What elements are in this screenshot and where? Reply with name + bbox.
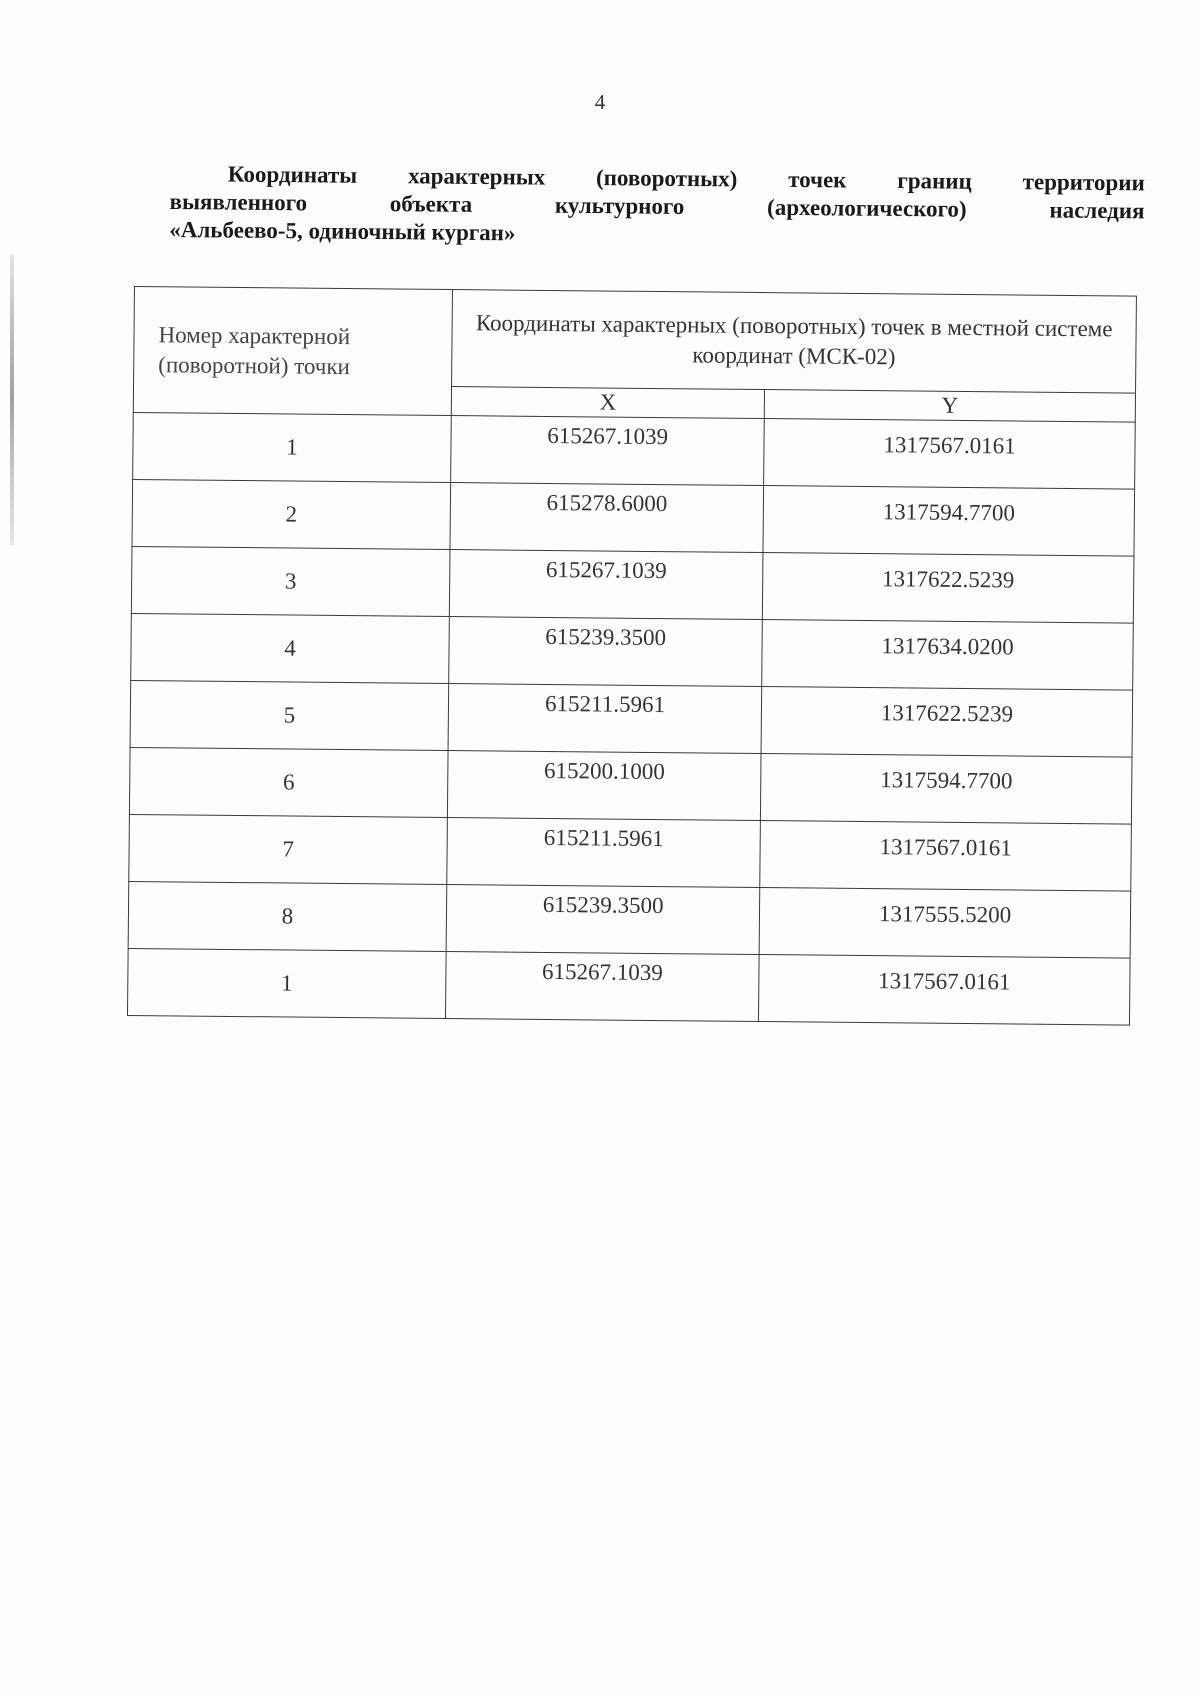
point-number-cell: 1 <box>133 412 452 482</box>
table-row <box>131 546 1134 623</box>
x-coordinate-cell: 615239.3500 <box>446 885 760 955</box>
x-coordinate-cell: 615267.1039 <box>446 952 760 1022</box>
point-number-cell: 1 <box>127 948 446 1018</box>
heading-word: границ <box>897 167 972 194</box>
table-row <box>131 613 1134 690</box>
point-number-cell: 5 <box>130 680 449 750</box>
page-number: 4 <box>594 90 606 114</box>
point-number-cell: 4 <box>131 613 450 683</box>
point-number-cell: 3 <box>131 546 450 616</box>
x-axis-header: X <box>451 387 764 419</box>
x-coordinate-cell: 615211.5961 <box>448 684 762 754</box>
point-number-cell: 2 <box>132 479 451 549</box>
point-number-cell: 7 <box>129 814 448 884</box>
scan-edge-artifact <box>10 255 14 545</box>
heading-word: объекта <box>389 191 473 217</box>
heading-word: территории <box>1022 169 1145 196</box>
x-coordinate-cell: 615267.1039 <box>449 550 763 620</box>
heading-word: наследия <box>1049 197 1145 224</box>
table-row <box>127 948 1130 1025</box>
table-row <box>133 412 1136 489</box>
x-coordinate-cell: 615211.5961 <box>447 818 761 888</box>
y-axis-header: Y <box>764 390 1135 423</box>
point-number-cell: 6 <box>129 747 448 817</box>
heading-word: выявленного <box>169 188 308 216</box>
table-row <box>132 479 1135 556</box>
table-row <box>129 747 1132 824</box>
y-coordinate-cell: 1317555.5200 <box>759 888 1131 959</box>
x-coordinate-cell: 615239.3500 <box>449 617 763 687</box>
y-coordinate-cell: 1317567.0161 <box>760 821 1132 892</box>
heading-word: точек <box>788 166 847 193</box>
heading-word: характерных <box>407 163 546 190</box>
y-coordinate-cell: 1317594.7700 <box>760 754 1132 825</box>
y-coordinate-cell: 1317567.0161 <box>764 419 1136 490</box>
coordinates-header: Координаты характерных (поворотных) точек в местной системе координат (МСК-02) <box>452 290 1137 394</box>
y-coordinate-cell: 1317622.5239 <box>762 553 1134 624</box>
table-body <box>127 412 1135 1025</box>
heading-word: (археологического) <box>767 194 967 222</box>
y-coordinate-cell: 1317567.0161 <box>758 955 1130 1026</box>
coordinates-table <box>127 286 1137 1026</box>
heading-word: «Альбеево-5, одиночный курган» <box>169 216 516 246</box>
point-number-header: Номер характерной (поворотной) точки <box>133 287 452 416</box>
table-header-row <box>134 287 1137 394</box>
y-coordinate-cell: 1317594.7700 <box>763 486 1135 557</box>
table-row <box>129 814 1132 891</box>
x-coordinate-cell: 615200.1000 <box>448 751 762 821</box>
heading-word: Координаты <box>227 161 358 188</box>
y-coordinate-cell: 1317634.0200 <box>762 620 1134 691</box>
heading-word: (поворотных) <box>595 165 738 192</box>
table-row <box>130 680 1133 757</box>
heading-word: культурного <box>554 192 685 219</box>
x-coordinate-cell: 615278.6000 <box>450 483 764 553</box>
x-coordinate-cell: 615267.1039 <box>451 416 765 486</box>
point-number-cell: 8 <box>128 881 447 951</box>
y-coordinate-cell: 1317622.5239 <box>761 687 1133 758</box>
table-row <box>128 881 1131 958</box>
document-heading <box>169 160 1145 253</box>
